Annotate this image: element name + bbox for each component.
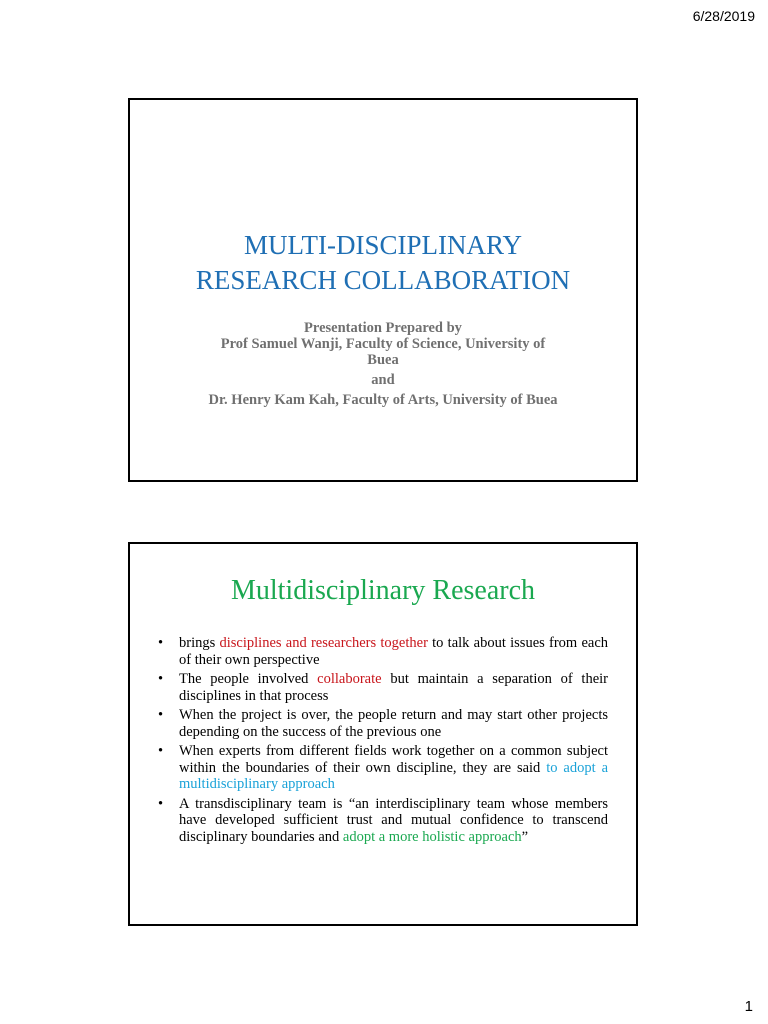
slide-multidisciplinary-research	[128, 542, 638, 926]
bullet-text: The people involved	[179, 671, 318, 687]
page-date: 6/28/2019	[692, 8, 755, 24]
author-2: Dr. Henry Kam Kah, Faculty of Arts, University of Buea	[208, 392, 558, 408]
bullet-list	[154, 635, 608, 848]
highlight-text: disciplines and researchers together	[219, 635, 428, 651]
slide-title	[128, 98, 638, 482]
highlight-text: collaborate	[317, 671, 382, 687]
author-1: Prof Samuel Wanji, Faculty of Science, University of	[220, 336, 546, 352]
presentation-title	[130, 228, 636, 298]
prepared-by: Presentation Prepared by	[304, 320, 462, 336]
bullet-icon: •	[158, 795, 164, 812]
author-1-cont: Buea	[367, 352, 399, 368]
bullet-text: ”	[521, 828, 529, 845]
bullet-text: to talk about issues from each of their own perspective	[179, 635, 608, 668]
bullet-text: but maintain a separation of their disciplines in that process	[179, 671, 608, 704]
bullet-icon: •	[158, 635, 164, 651]
list-item	[154, 671, 608, 704]
title-line-2: RESEARCH COLLABORATION	[195, 265, 571, 295]
slide-title: Multidisciplinary Research	[230, 575, 536, 606]
bullet-text: brings	[179, 635, 220, 651]
bullet-icon: •	[158, 671, 164, 687]
bullet-icon: •	[158, 743, 164, 759]
bullet-text: When experts from different fields work together on a common subject within the boundaries of their own discipline, they are said	[179, 743, 608, 776]
list-item	[154, 796, 608, 846]
credits-block	[170, 320, 596, 408]
list-item	[154, 635, 608, 668]
highlight-text: to adopt a multidisciplinary approach	[179, 759, 608, 792]
bullet-text: A transdisciplinary team is “an interdisciplinary team whose members have developed sufficient trust and mutual confidence to transcend disciplinary boundaries and	[179, 795, 608, 845]
title-line-1: MULTI-DISCIPLINARY	[243, 230, 522, 260]
list-item	[154, 743, 608, 793]
page-number: 1	[744, 998, 753, 1015]
and-text: and	[371, 372, 395, 388]
highlight-text: adopt a more holistic approach	[342, 828, 522, 845]
bullet-text: When the project is over, the people return and may start other projects depending on the success of the previous one	[179, 707, 608, 740]
list-item	[154, 707, 608, 740]
bullet-icon: •	[158, 707, 164, 723]
